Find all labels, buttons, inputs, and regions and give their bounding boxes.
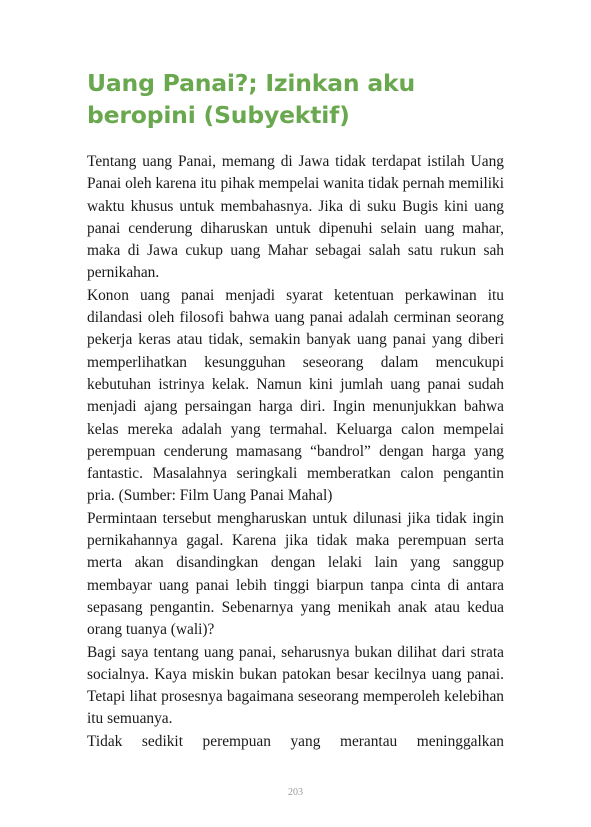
- paragraph-4: Bagi saya tentang uang panai, seharusnya bukan dilihat dari strata socialnya. Kaya miskin bukan patokan besar kecilnya uang panai. Tetapi lihat prosesnya bagaimana seseorang memperoleh kelebihan itu semuanya.: [87, 643, 504, 728]
- paragraph-5: Tidak sedikit perempuan yang merantau meninggalkan: [87, 732, 504, 750]
- page-number: 203: [288, 787, 303, 798]
- body-text: [87, 151, 504, 753]
- paragraph-3: Permintaan tersebut mengharuskan untuk dilunasi jika tidak ingin pernikahannya gagal. Karena jika tidak maka perempuan serta merta akan disandingkan dengan lelaki lain yang sanggup membayar uang panai lebih tinggi biarpun tanpa cinta di antara sepasang pengantin. Sebenarnya yang menikah anak atau kedua orang tuanya (wali)?: [87, 509, 504, 639]
- paragraph-1: Tentang uang Panai, memang di Jawa tidak terdapat istilah Uang Panai oleh karena itu pihak mempelai wanita tidak pernah memiliki waktu khusus untuk membahasnya. Jika di suku Bugis kini uang panai cenderung diharuskan untuk dipenuhi selain uang mahar, maka di Jawa cukup uang Mahar sebagai salah satu rukun sah pernikahan.: [87, 153, 504, 282]
- paragraph-2: Konon uang panai menjadi syarat ketentuan perkawinan itu dilandasi oleh filosofi bahwa uang panai adalah cerminan seorang pekerja keras atau tidak, semakin banyak uang panai yang diberi memperlihatkan kesungguhan seseorang dalam mencukupi kebutuhan istrinya kelak. Namun kini jumlah uang panai sudah menjadi ajang persaingan harga diri. Ingin menunjukkan bahwa kelas mereka adalah yang termahal. Keluarga calon mempelai perempuan cenderung mamasang “bandrol” dengan harga yang fantastic. Masalahnya seringkali memberatkan calon pengantin pria. (Sumber: Film Uang Panai Mahal): [87, 286, 504, 505]
- chapter-title: Uang Panai?; Izinkan aku beropini (Subyektif): [87, 69, 415, 129]
